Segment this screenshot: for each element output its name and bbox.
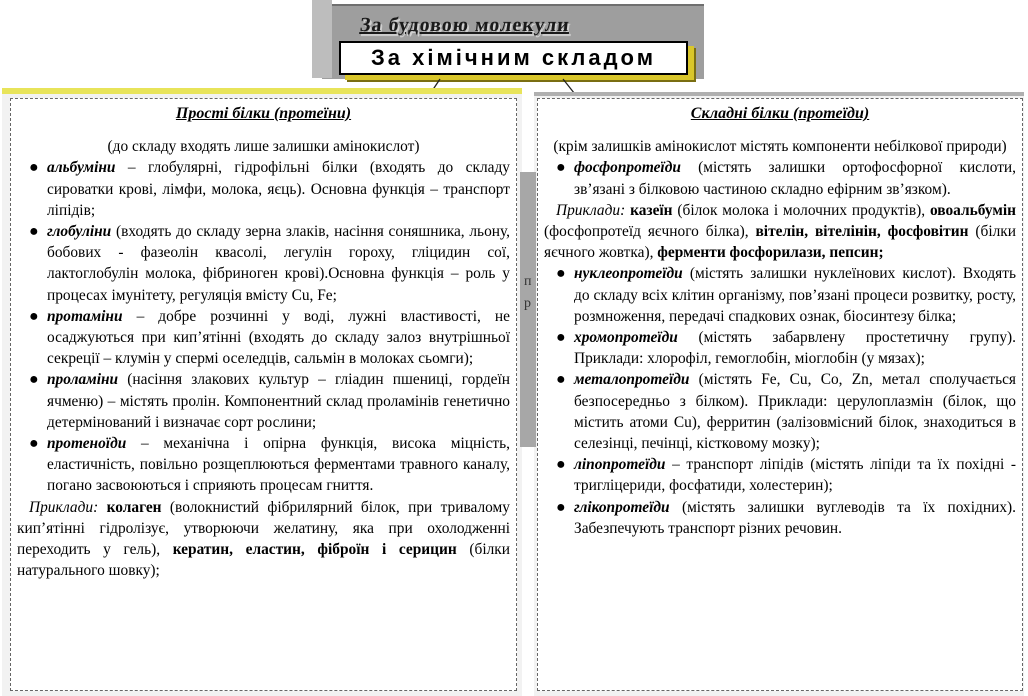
protein-term: ліпопротеїди	[574, 456, 666, 474]
protein-desc: (містять залишки вуглеводів та їх похідних). Забезпечують транспорт різних речовин.	[574, 498, 1016, 537]
protein-term: металопротеїди	[574, 371, 690, 389]
example-text: (фосфопротеїд яєчного білка),	[544, 223, 756, 241]
list-item	[17, 157, 510, 221]
bullet-icon: ●	[29, 223, 39, 241]
middle-strip-letter: п	[524, 274, 532, 289]
list-item	[544, 369, 1016, 454]
list-item	[544, 327, 1016, 369]
panel-intro: (крім залишків амінокислот містять компоненти небілкової природи)	[553, 138, 1007, 156]
panel-intro: (до складу входять лише залишки амінокислот)	[107, 138, 420, 156]
complex-protein-list	[544, 263, 1016, 539]
examples-paragraph	[544, 200, 1016, 264]
example-bold: колаген	[106, 498, 162, 516]
protein-term: хромопротеїди	[574, 329, 678, 347]
header-front-title: За хімічним складом	[339, 41, 688, 75]
list-item	[544, 157, 1016, 199]
panel-title: Складні білки (протеїди)	[690, 105, 870, 122]
middle-strip-letter: р	[524, 296, 531, 311]
bullet-icon: ●	[29, 159, 39, 177]
example-bold: казеїн	[630, 201, 673, 219]
bullet-icon: ●	[556, 265, 566, 283]
examples-paragraph	[17, 497, 510, 582]
protein-term: глікопротеїди	[574, 498, 670, 516]
list-item	[17, 221, 510, 306]
protein-desc: (містять Fe, Cu, Co, Zn, метал сполучається безпосередньо з білком). Приклади: церулоплазмін (білок, що містить атоми Cu), ферритин (залізовмісний білок, знаходиться в селезінці, печінці, кістковому мозку);	[574, 371, 1016, 453]
example-text: (волокнистий фібрилярний білок, при тривалому кип’ятінні гідролізує, утворюючи желатину, яка при охолодженні переходить у гель),	[17, 498, 510, 559]
protein-term: фосфопротеїди	[574, 159, 681, 177]
bullet-icon: ●	[556, 456, 566, 474]
example-bold: овоальбумін	[929, 201, 1016, 219]
protein-desc: – механічна і опірна функція, висока міцність, еластичність, повільно розщеплюються ферментами травного каналу, погано засвоюються і сприяють процесам гниття.	[47, 435, 510, 495]
list-item	[17, 306, 510, 370]
bullet-icon: ●	[29, 371, 39, 389]
example-bold: кератин, еластин, фіброїн і серицин	[172, 541, 457, 559]
list-item	[544, 263, 1016, 327]
protein-desc: – глобулярні, гідрофільні білки (входять до складу сироватки крові, лімфи, молока, яєць). Основна функція – транспорт ліпідів;	[47, 159, 510, 219]
protein-desc: (містять залишки ортофосфорної кислоти, зв’язані з білковою частиною складно ефірним зв’язком).	[574, 159, 1016, 198]
protein-term: протаміни	[47, 307, 123, 325]
protein-desc: (містять залишки нуклеїнових кислот). Входять до складу всіх клітин організму, пов’язані процеси розвитку, росту, розмноження, передачі спадкових ознак, біосинтезу білка;	[574, 265, 1016, 325]
examples-label: Приклади:	[29, 498, 99, 516]
simple-proteins-panel	[10, 98, 517, 691]
protein-desc: (насіння злакових культур – гліадин пшениці, гордеїн ячменю) – містять пролін. Компонентний склад проламінів генетично детермінований і визначає сорт рослини;	[47, 371, 510, 431]
complex-proteins-panel	[537, 98, 1023, 691]
protein-desc: – транспорт ліпідів (містять ліпіди та їх похідні - тригліцериди, фосфатиди, холестерин);	[574, 456, 1016, 495]
protein-term: нуклеопротеїди	[574, 265, 683, 283]
example-bold: ферменти фосфорилази, пепсин;	[657, 244, 884, 262]
protein-desc: (входять до складу зерна злаків, насіння соняшника, льону, бобових - фазеолін квасолі, легулін гороху, гліцидин сої, лактоглобулін молока, фібриноген крові).Основна функція – роль у процесах імунітету, регуляція вмісту Cu, Fe;	[47, 223, 510, 304]
list-item	[544, 454, 1016, 496]
bullet-icon: ●	[556, 329, 566, 347]
list-item	[17, 433, 510, 497]
protein-term: альбуміни	[47, 159, 116, 177]
protein-term: глобуліни	[47, 223, 112, 241]
bullet-icon: ●	[29, 435, 39, 453]
middle-gray-strip	[520, 172, 536, 447]
list-item	[17, 369, 510, 433]
examples-label: Приклади:	[556, 201, 626, 219]
example-text: (білок молока і молочних продуктів),	[672, 201, 930, 219]
bullet-icon: ●	[556, 159, 566, 177]
header-back-title: За будовою молекули	[358, 14, 571, 36]
example-text: (білки натурального шовку);	[17, 541, 510, 580]
protein-term: протеноїди	[47, 435, 127, 453]
bullet-icon: ●	[29, 307, 39, 325]
example-bold: вітелін, вітелінін, фосфовітин	[755, 223, 969, 241]
bullet-icon: ●	[556, 498, 566, 516]
protein-desc: – добре розчинні у воді, лужні властивості, не осаджуються при кип’ятінні (входять до складу залоз внутрішньої секреції – клумін у спермі оселедців, сальмін в молоках сьомги);	[47, 307, 510, 368]
protein-desc: (містять забарвлену простетичну групу). Приклади: хлорофіл, гемоглобін, міоглобін (у мязах);	[574, 329, 1016, 368]
example-text: (білки яєчного жовтка),	[544, 223, 1016, 262]
simple-protein-list	[17, 157, 510, 496]
complex-protein-list-top	[544, 157, 1016, 199]
list-item	[544, 497, 1016, 539]
protein-term: проламіни	[47, 371, 119, 389]
bullet-icon: ●	[556, 371, 566, 389]
panel-title: Прості білки (протеїни)	[175, 105, 352, 122]
